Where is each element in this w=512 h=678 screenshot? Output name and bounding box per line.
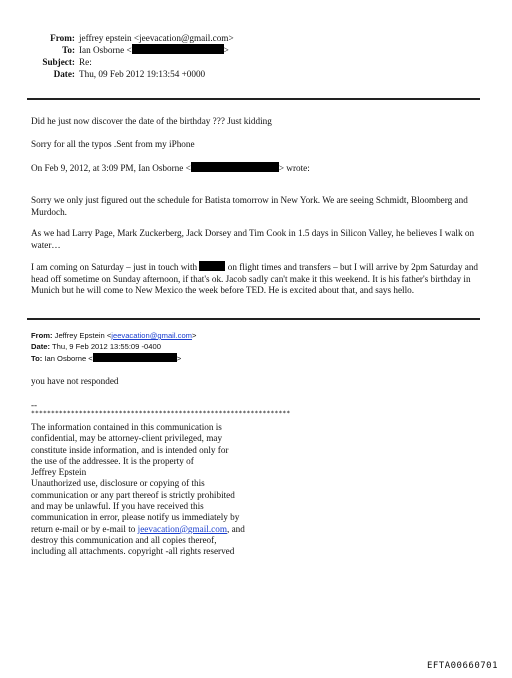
disclaimer-line: destroy this communication and all copies thereof, <box>31 534 217 545</box>
quoted-divider <box>27 318 480 320</box>
quote-intro-post: > wrote: <box>278 163 310 173</box>
quote-intro-pre: On Feb 9, 2012, at 3:09 PM, Ian Osborne < <box>31 163 191 173</box>
header-from-label: From: <box>50 33 75 43</box>
original-from-name: Jeffrey Epstein < <box>54 331 112 340</box>
disclaimer-line: Unauthorized use, disclosure or copying of this <box>31 478 205 489</box>
disclaimer-line: communication in error, please notify us immediately by <box>31 512 240 523</box>
original-to-label: To: <box>31 354 43 363</box>
quoted-paragraph-3 <box>31 261 483 297</box>
disclaimer-email-link[interactable]: jeevacation@gmail.com <box>137 523 227 534</box>
header-subject-label: Subject: <box>42 57 75 67</box>
header-to-value: Ian Osborne < <box>79 45 132 55</box>
header-subject-row <box>0 56 92 68</box>
disclaimer-line: including all attachments. copyright -all rights reserved <box>31 546 235 557</box>
original-from-label: From: <box>31 331 53 340</box>
disclaimer-line-pre: return e-mail or by e-mail to <box>31 523 138 534</box>
redaction-bar <box>132 44 224 54</box>
original-date-label: Date: <box>31 342 50 351</box>
disclaimer-line: constitute inside information, and is intended only for <box>31 444 229 455</box>
disclaimer-line-post: , and <box>226 523 245 534</box>
original-date-value: Thu, 9 Feb 2012 13:55:09 -0400 <box>51 342 161 351</box>
original-body: you have not responded <box>31 376 119 386</box>
redaction-bar <box>93 353 177 362</box>
original-to-row <box>31 353 483 365</box>
original-from-close: > <box>192 331 197 340</box>
header-to-tail: > <box>223 45 229 55</box>
document-id: EFTA00660701 <box>426 661 498 671</box>
disclaimer-line: and may be unlawful. If you have received this <box>31 501 204 512</box>
header-to-row <box>0 44 229 56</box>
quote-intro <box>31 162 483 175</box>
disclaimer-line: The information contained in this communication is <box>31 422 222 432</box>
header-date-label: Date: <box>53 69 75 79</box>
original-from-row <box>31 331 483 342</box>
disclaimer-line: Jeffrey Epstein <box>31 467 87 478</box>
quoted-paragraph-3-post: on flight times and transfers – but I will arrive by 2pm Saturday and head off sometime on Sunday afternoon, if that's ok. Jacob sadly can't make it this weekend. It is his father's birthday in Munich but he will come to New Mexico the week before TED. He is excited about that, and says hello. <box>31 262 479 296</box>
redaction-bar <box>191 162 279 172</box>
reply-line-2: Sorry for all the typos .Sent from my iPhone <box>31 139 195 149</box>
header-divider <box>27 98 480 100</box>
header-subject-value: Re: <box>79 57 92 67</box>
header-from-row <box>0 32 234 44</box>
disclaimer-line: confidential, may be attorney-client privileged, may <box>31 433 223 444</box>
disclaimer-line <box>31 524 483 535</box>
reply-line-1: Did he just now discover the date of the birthday ??? Just kidding <box>31 116 272 126</box>
header-to-label: To: <box>62 45 75 55</box>
header-from-value: jeffrey epstein <jeevacation@gmail.com> <box>79 33 234 43</box>
redaction-bar <box>199 261 225 271</box>
disclaimer-block <box>31 422 483 558</box>
signature-dash: -- <box>31 400 38 410</box>
quoted-paragraph-3-pre: I am coming on Saturday – just in touch with <box>31 262 198 272</box>
original-date-row <box>31 342 483 353</box>
header-date-value: Thu, 09 Feb 2012 19:13:54 +0000 <box>79 69 206 79</box>
original-from-email-link[interactable]: jeevacation@gmail.com <box>111 331 193 340</box>
header-date-row <box>0 68 205 80</box>
quoted-paragraph-1: Sorry we only just figured out the schedule for Batista tomorrow in New York. We are seeing Schmidt, Bloomberg and Murdoch. <box>31 195 468 217</box>
quoted-paragraph-2: As we had Larry Page, Mark Zuckerberg, Jack Dorsey and Tim Cook in 1.5 days in Silicon Valley, he believes I walk on water… <box>31 228 475 250</box>
disclaimer-line: the use of the addressee. It is the property of <box>31 455 194 466</box>
disclaimer-line: communication or any part thereof is strictly prohibited <box>31 489 235 500</box>
signature-stars: ***************************************************************** <box>31 410 291 417</box>
original-to-value: Ian Osborne < <box>44 354 93 363</box>
original-to-tail: > <box>176 354 182 363</box>
